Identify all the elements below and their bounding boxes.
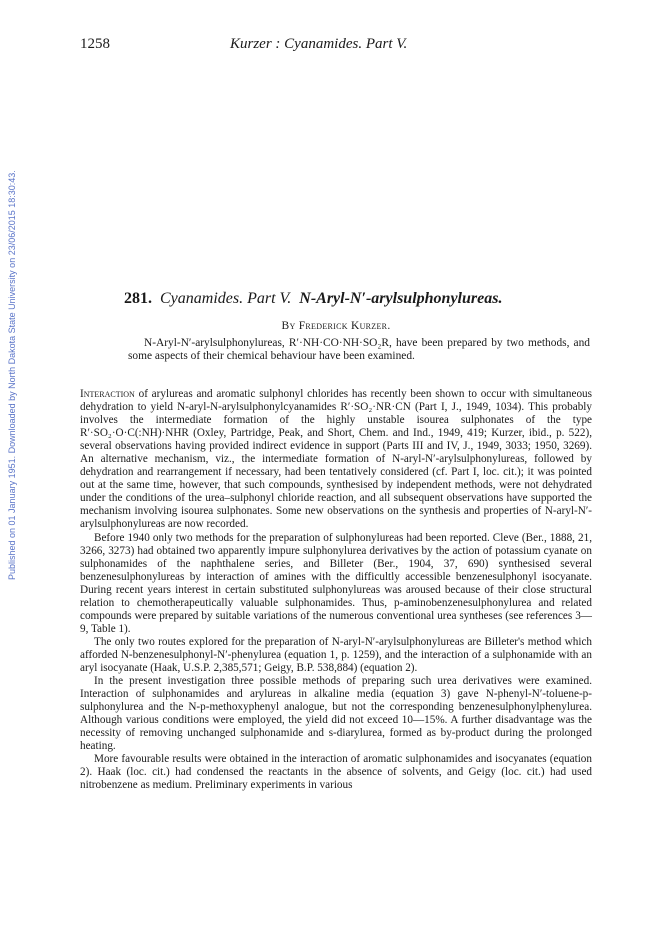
title-series: Cyanamides. Part V. [160, 290, 292, 307]
author-name: By Frederick Kurzer. [281, 320, 391, 332]
body-paragraph: Before 1940 only two methods for the preparation of sulphonylureas had been reported. Cleve (Ber., 1888, 21, 3266, 3273) had obtained two apparently impure sulphonylurea derivatives by the action of potassium cyanate on sulphonamides of the naphthalene series, and Billeter (Ber., 1904, 37, 690) synthesised several benzenesulphonylureas by interaction of amines with the difficultly accessible benzenesulphonyl isocyanate. During recent years interest in certain substituted sulphonylureas was aroused because of their close structural relation to chemotherapeutically valuable sulphonamides. Thus, p-aminobenzenesulphonylurea and related compounds were prepared by suitable variations of the numerous conventional urea syntheses (see references 3—9, Table 1). [80, 531, 592, 635]
page-number: 1258 [80, 36, 110, 52]
body-paragraph: In the present investigation three possible methods of preparing such urea derivatives were examined. Interaction of sulphonamides and arylureas in alkaline media (equation 3) gave N-phenyl-N′-toluene-p-sulphonylurea and the N-p-methoxyphenyl analogue, but not the corresponding benzenesulphonylphenylurea. Although various conditions were employed, the yield did not exceed 10—15%. A further disadvantage was the necessity of removing unchanged sulphonamide and s-diarylurea, formed as by-product during the prolonged heating. [80, 675, 592, 753]
article-title [124, 290, 604, 308]
download-note-text: Published on 01 January 1951. Downloaded by North Dakota State University on 23/06/2015 18:30:43. [7, 170, 17, 580]
body-paragraph: More favourable results were obtained in the interaction of aromatic sulphonamides and isocyanates (equation 2). Haak (loc. cit.) had condensed the reactants in the absence of solvents, and Geigy (loc. cit.) had used nitrobenzene as medium. Preliminary experiments in various [80, 753, 592, 792]
lead-word: Interaction [80, 388, 135, 400]
abstract: N-Aryl-N′-arylsulphonylureas, R′·NH·CO·NH·SO₂R, have been prepared by two methods, and some aspects of their chemical behaviour have been examined. [128, 337, 590, 363]
article-body [80, 388, 592, 792]
body-paragraph [80, 388, 592, 532]
body-paragraph: The only two routes explored for the preparation of N-aryl-N′-arylsulphonylureas are Billeter's method which afforded N-benzenesulphonyl-N′-phenylurea (equation 1, p. 1259), and the interaction of a sulphonamide with an aryl isocyanate (Haak, U.S.P. 2,385,571; Geigy, B.P. 538,884) (equation 2). [80, 635, 592, 674]
title-subject: N-Aryl-N′-arylsulphonylureas. [299, 290, 503, 307]
author-line [0, 320, 672, 332]
running-title: Kurzer : Cyanamides. Part V. [230, 36, 408, 52]
paragraph-text: of arylureas and aromatic sulphonyl chlorides has recently been shown to occur with simultaneous dehydration to yield N-aryl-N-arylsulphonylcyanamides R′·SO₂·NR·CN (Part I, J., 1949, 1034). This probably involves the intermediate formation of the highly unstable isourea sulphonates of the type R′·SO₂·O·C(:NH)·NHR (Oxley, Partridge, Peak, and Short, Chem. and Ind., 1949, 419; Kurzer, ibid., p. 522), several observations having provided indirect evidence in support (Parts III and IV, J., 1949, 3033; 1950, 3269). An alternative mechanism, viz., the intermediate formation of N-aryl-N′-arylsulphonylureas, followed by dehydration and rearrangement if necessary, had been tentatively considered (cf. Part I, loc. cit.); it was pointed out at the same time, however, that such compounds, synthesised by independent methods, were not dehydrated under the conditions of the urea–sulphonyl chloride reaction, and all subsequent observations have supported the mechanism involving isourea sulphonates. Some new observations on the synthesis and properties of N-aryl-N′-arylsulphonylureas are now recorded. [80, 388, 592, 531]
article-number: 281. [124, 290, 152, 307]
download-note-sidebar [4, 150, 20, 580]
